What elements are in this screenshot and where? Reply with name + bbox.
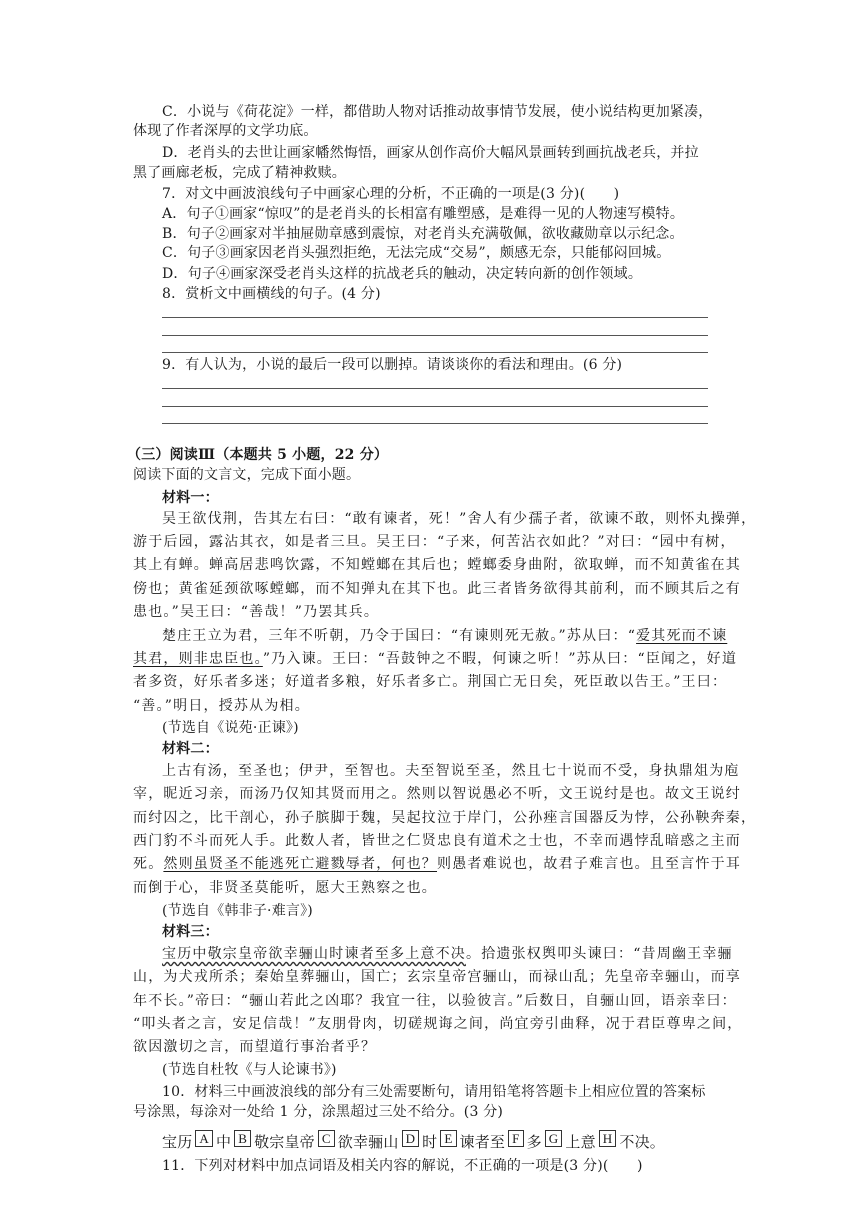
material-2-line: 而纣囚之，比干剖心，孙子膑脚于魏，吴起抆泣于岸门，公孙痤言国器反为悖，公孙鞅奔秦， xyxy=(133,810,757,826)
answer-line xyxy=(162,388,708,389)
material-2-line: 宰，昵近习亲，而汤乃仅知其贤而用之。然则以智说愚必不听，文王说纣是也。故文王说纣 xyxy=(133,786,741,802)
break-option-b[interactable]: B xyxy=(234,1130,251,1147)
underlined-sentence: 其君，则非忠臣也。 xyxy=(133,651,263,667)
material-1-line: “善。”明日，授苏从为相。 xyxy=(133,698,310,714)
material-1-line: 吴王欲伐荆，告其左右曰：“敢有谏者，死！”舍人有少孺子者，欲谏不敢，则怀丸操弹， xyxy=(162,511,757,527)
section-3-title: （三）阅读Ⅲ（本题共 5 小题，22 分） xyxy=(127,447,389,463)
question-10-line2: 号涂黑，每涂对一处给 1 分，涂黑超过三处不给分。(3 分) xyxy=(133,1104,504,1120)
break-option-c[interactable]: C xyxy=(318,1130,335,1147)
material-2-line: 西门豹不斗而死人手。此数人者，皆世之仁贤忠良有道术之士也，不幸而遇悖乱暗惑之主而 xyxy=(133,833,741,849)
material-1-line xyxy=(133,650,737,669)
break-option-e[interactable]: E xyxy=(440,1130,456,1147)
material-3-source: (节选自杜牧《与人论谏书》) xyxy=(162,1062,337,1078)
option-c-line2: 体现了作者深厚的文学功底。 xyxy=(133,123,318,139)
section-3-intro: 阅读下面的文言文，完成下面小题。 xyxy=(133,467,361,483)
underlined-sentence: 然则虽贤圣不能逃死亡避戮辱者，何也？ xyxy=(163,856,438,872)
break-option-a[interactable]: A xyxy=(195,1130,213,1147)
question-10-line1: 10．材料三中画波浪线的部分有三处需要断句，请用铅笔将答题卡上相应位置的答案标 xyxy=(162,1084,706,1100)
option-c-line1: C．小说与《荷花淀》一样，都借助人物对话推动故事情节发展，使小说结构更加紧凑， xyxy=(162,104,713,120)
text-segment: 宝历 xyxy=(162,1133,193,1151)
text-segment: 敬宗皇帝 xyxy=(254,1133,315,1151)
q7-option-b: B．句子②画家对半抽屉勋章感到震惊，对老肖头充满敬佩，欲收藏勋章以示纪念。 xyxy=(162,226,684,242)
text-segment: 中 xyxy=(216,1133,232,1151)
wavy-underlined-passage: 宝历中敬宗皇帝欲幸骊山时谏者至多上意不决 xyxy=(162,946,466,962)
answer-line xyxy=(162,335,708,336)
material-2-title: 材料二： xyxy=(162,741,219,757)
material-1-line: 者多资，好乐者多迷；好道者多粮，好乐者多亡。荆国亡无日矣，死臣敢以告王。”王曰： xyxy=(133,674,728,690)
q7-option-a: A．句子①画家“惊叹”的是老肖头的长相富有雕塑感，是难得一见的人物速写模特。 xyxy=(162,206,685,222)
text-segment: 多 xyxy=(526,1133,542,1151)
text-segment: 上意 xyxy=(565,1133,596,1151)
material-3-line: 年不长。”帝曰：“骊山若此之凶耶？我宜一往，以验彼言。”后数日，自骊山回，语亲幸曰： xyxy=(133,993,737,1009)
answer-line xyxy=(162,317,708,318)
material-2-line: 而倒于心，非贤圣莫能听，愿大王熟察之也。 xyxy=(133,880,437,896)
text-segment: 则愚者难说也，故君子难言也。且至言忤于耳 xyxy=(437,856,742,872)
material-3-line: 山，为犬戎所杀；秦始皇葬骊山，国亡；玄宗皇帝宫骊山，而禄山乱；先皇帝幸骊山，而享 xyxy=(133,969,741,985)
material-1-line: 游于后园，露沾其衣，如是者三旦。吴王曰：“子来，何苦沾衣如此？”对曰：“园中有树， xyxy=(133,534,736,550)
option-d-line2: 黑了画廊老板，完成了精神救赎。 xyxy=(133,165,346,181)
q7-option-d: D．句子④画家深受老肖头这样的抗战老兵的触动，决定转向新的创作领域。 xyxy=(162,266,643,282)
sentence-break-row xyxy=(162,1130,665,1152)
text-segment: 时 xyxy=(422,1133,438,1151)
material-2-source: (节选自《韩非子·难言》) xyxy=(162,903,313,919)
underlined-sentence: 爱其死而不谏 xyxy=(636,628,728,644)
material-1-line xyxy=(162,627,727,646)
break-option-d[interactable]: D xyxy=(402,1130,420,1147)
option-d-line1: D．老肖头的去世让画家幡然悔悟，画家从创作高价大幅风景画转到画抗战老兵，并拉 xyxy=(162,145,699,161)
break-option-f[interactable]: F xyxy=(508,1130,523,1147)
text-segment: 死。 xyxy=(133,856,164,872)
text-segment: 楚庄王立为君，三年不听朝，乃令于国曰：“有谏则死无赦。”苏从曰：“ xyxy=(162,628,637,644)
material-3-line: 欲因激切之言，而望道行事治者乎？ xyxy=(133,1039,377,1055)
text-segment: 。拾遗张权舆叩头谏曰：“昔周幽王幸骊 xyxy=(466,946,733,962)
answer-line xyxy=(162,352,708,353)
material-1-source: (节选自《说苑·正谏》) xyxy=(162,720,299,736)
text-segment: 欲幸骊山 xyxy=(337,1133,399,1151)
material-1-line: 傍也；黄雀延颈欲啄螳螂，而不知弹丸在其下也。此三者皆务欲得其前利，而不顾其后之有 xyxy=(133,581,741,597)
material-3-line: “叩头者之言，安足信哉！”友朋骨肉，切磋规诲之间，尚宜旁引曲释，况于君臣尊卑之间， xyxy=(133,1016,743,1032)
answer-line xyxy=(162,406,708,407)
material-1-line: 患也。”吴王曰：“善哉！”乃罢其兵。 xyxy=(133,604,380,620)
break-option-h[interactable]: H xyxy=(599,1130,617,1147)
answer-line xyxy=(162,423,708,424)
text-segment: ”乃入谏。王曰：“吾鼓钟之不暇，何谏之听！”苏从曰：“臣闻之，好道 xyxy=(262,651,738,667)
material-1-line: 其上有蝉。蝉高居悲鸣饮露，不知螳螂在其后也；螳螂委身曲附，欲取蝉，而不知黄雀在其 xyxy=(133,557,741,573)
break-option-g[interactable]: G xyxy=(545,1130,563,1147)
q7-option-c: C．句子③画家因老肖头强烈拒绝，无法完成“交易”，颇感无奈，只能郁闷回城。 xyxy=(162,245,671,261)
question-9: 9．有人认为，小说的最后一段可以删掉。请谈谈你的看法和理由。(6 分) xyxy=(162,357,623,373)
material-2-line xyxy=(133,855,741,874)
text-segment: 谏者至 xyxy=(459,1133,506,1151)
material-3-title: 材料三： xyxy=(162,924,219,940)
question-11: 11．下列对材料中加点词语及相关内容的解说，不正确的一项是(3 分)( ) xyxy=(162,1158,643,1174)
question-8: 8．赏析文中画横线的句子。(4 分) xyxy=(162,286,381,302)
material-3-line xyxy=(162,945,733,964)
question-7: 7．对文中画波浪线句子中画家心理的分析，不正确的一项是(3 分)( ) xyxy=(162,186,620,202)
material-2-line: 上古有汤，至圣也；伊尹，至智也。夫至智说至圣，然且七十说而不受，身执鼎俎为庖 xyxy=(162,763,740,779)
text-segment: 不决。 xyxy=(619,1133,665,1151)
material-1-title: 材料一： xyxy=(162,490,219,506)
